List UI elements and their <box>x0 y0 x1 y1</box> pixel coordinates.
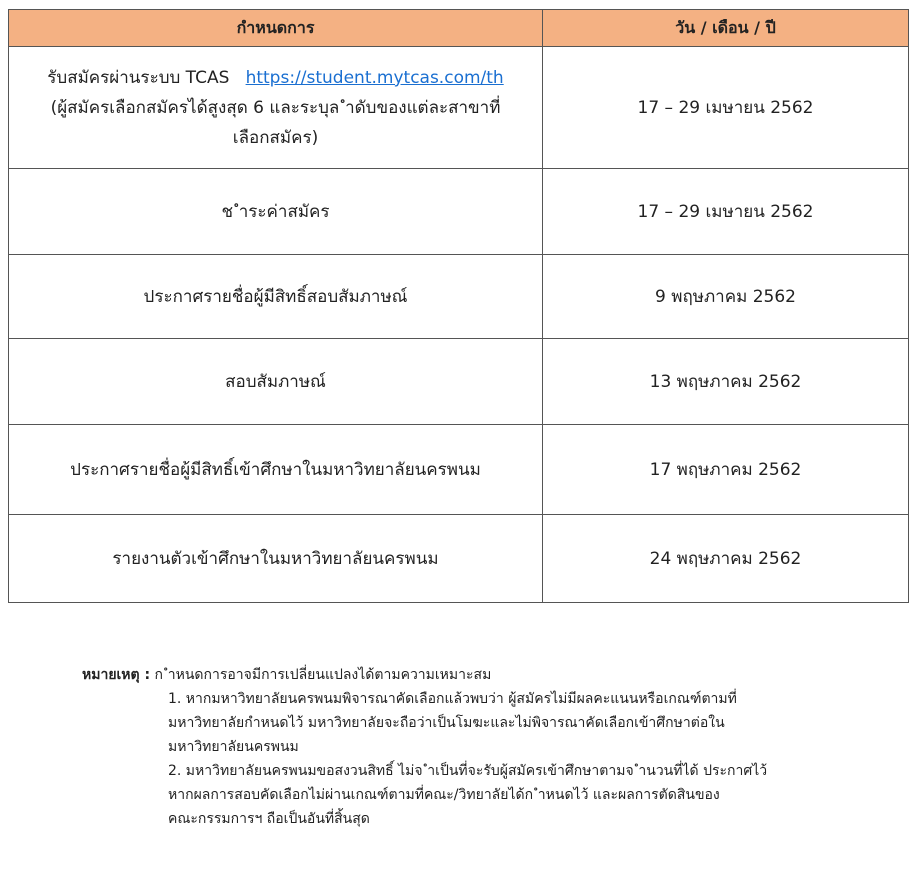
note-line: มหาวิทยาลัยนครพนม <box>168 739 299 755</box>
note-line: 1. หากมหาวิทยาลัยนครพนมพิจารณาคัดเลือกแล้วพบว่า ผู้สมัครไม่มีผลคะแนนหรือเกณฑ์ตามที่ <box>168 691 737 707</box>
note-line: 2. มหาวิทยาลัยนครพนมขอสงวนสิทธิ์ ไม่จ ำเป็นที่จะรับผู้สมัครเข้าศึกษาตามจ ำนวนที่ได้ ประกาศไว้ <box>168 763 768 779</box>
date-cell: 24 พฤษภาคม 2562 <box>543 515 909 603</box>
date-cell: 17 – 29 เมษายน 2562 <box>543 169 909 255</box>
activity-cell: รายงานตัวเข้าศึกษาในมหาวิทยาลัยนครพนม <box>9 515 543 603</box>
note-line: คณะกรรมการฯ ถือเป็นอันที่สิ้นสุด <box>168 811 370 827</box>
table-row <box>9 169 909 255</box>
table-row <box>9 255 909 339</box>
notes-intro: ก ำหนดการอาจมีการเปลี่ยนแปลงได้ตามความเหมาะสม <box>150 667 492 683</box>
date-cell: 17 พฤษภาคม 2562 <box>543 425 909 515</box>
activity-cell <box>9 47 543 169</box>
table-header-row <box>9 10 909 47</box>
activity-cell: ประกาศรายชื่อผู้มีสิทธิ์เข้าศึกษาในมหาวิทยาลัยนครพนม <box>9 425 543 515</box>
header-activity: กำหนดการ <box>9 10 543 47</box>
notes-section <box>82 663 912 831</box>
activity-line-1 <box>10 63 541 93</box>
date-cell: 17 – 29 เมษายน 2562 <box>543 47 909 169</box>
date-cell: 13 พฤษภาคม 2562 <box>543 339 909 425</box>
table-row <box>9 47 909 169</box>
note-line: มหาวิทยาลัยกำหนดไว้ มหาวิทยาลัยจะถือว่าเป็นโมฆะและไม่พิจารณาคัดเลือกเข้าศึกษาต่อใน <box>168 715 725 731</box>
date-cell: 9 พฤษภาคม 2562 <box>543 255 909 339</box>
activity-cell: สอบสัมภาษณ์ <box>9 339 543 425</box>
tcas-link[interactable]: https://student.mytcas.com/th <box>245 67 504 88</box>
notes-intro-line <box>82 663 912 687</box>
schedule-table <box>8 9 909 603</box>
note-item-1 <box>82 687 912 759</box>
activity-line-2: (ผู้สมัครเลือกสมัครได้สูงสุด 6 และระบุล ำดับของแต่ละสาขาที่ <box>50 97 501 118</box>
notes-label: หมายเหตุ : <box>82 667 151 683</box>
table-row <box>9 425 909 515</box>
table-row <box>9 515 909 603</box>
header-date: วัน / เดือน / ปี <box>543 10 909 47</box>
activity-line-3: เลือกสมัคร) <box>232 127 319 148</box>
activity-cell: ประกาศรายชื่อผู้มีสิทธิ์สอบสัมภาษณ์ <box>9 255 543 339</box>
activity-cell: ช ำระค่าสมัคร <box>9 169 543 255</box>
note-line: หากผลการสอบคัดเลือกไม่ผ่านเกณฑ์ตามที่คณะ/วิทยาลัยได้ก ำหนดไว้ และผลการตัดสินของ <box>168 787 720 803</box>
activity-text: รับสมัครผ่านระบบ TCAS <box>47 67 230 88</box>
note-item-2 <box>82 759 912 831</box>
table-row <box>9 339 909 425</box>
